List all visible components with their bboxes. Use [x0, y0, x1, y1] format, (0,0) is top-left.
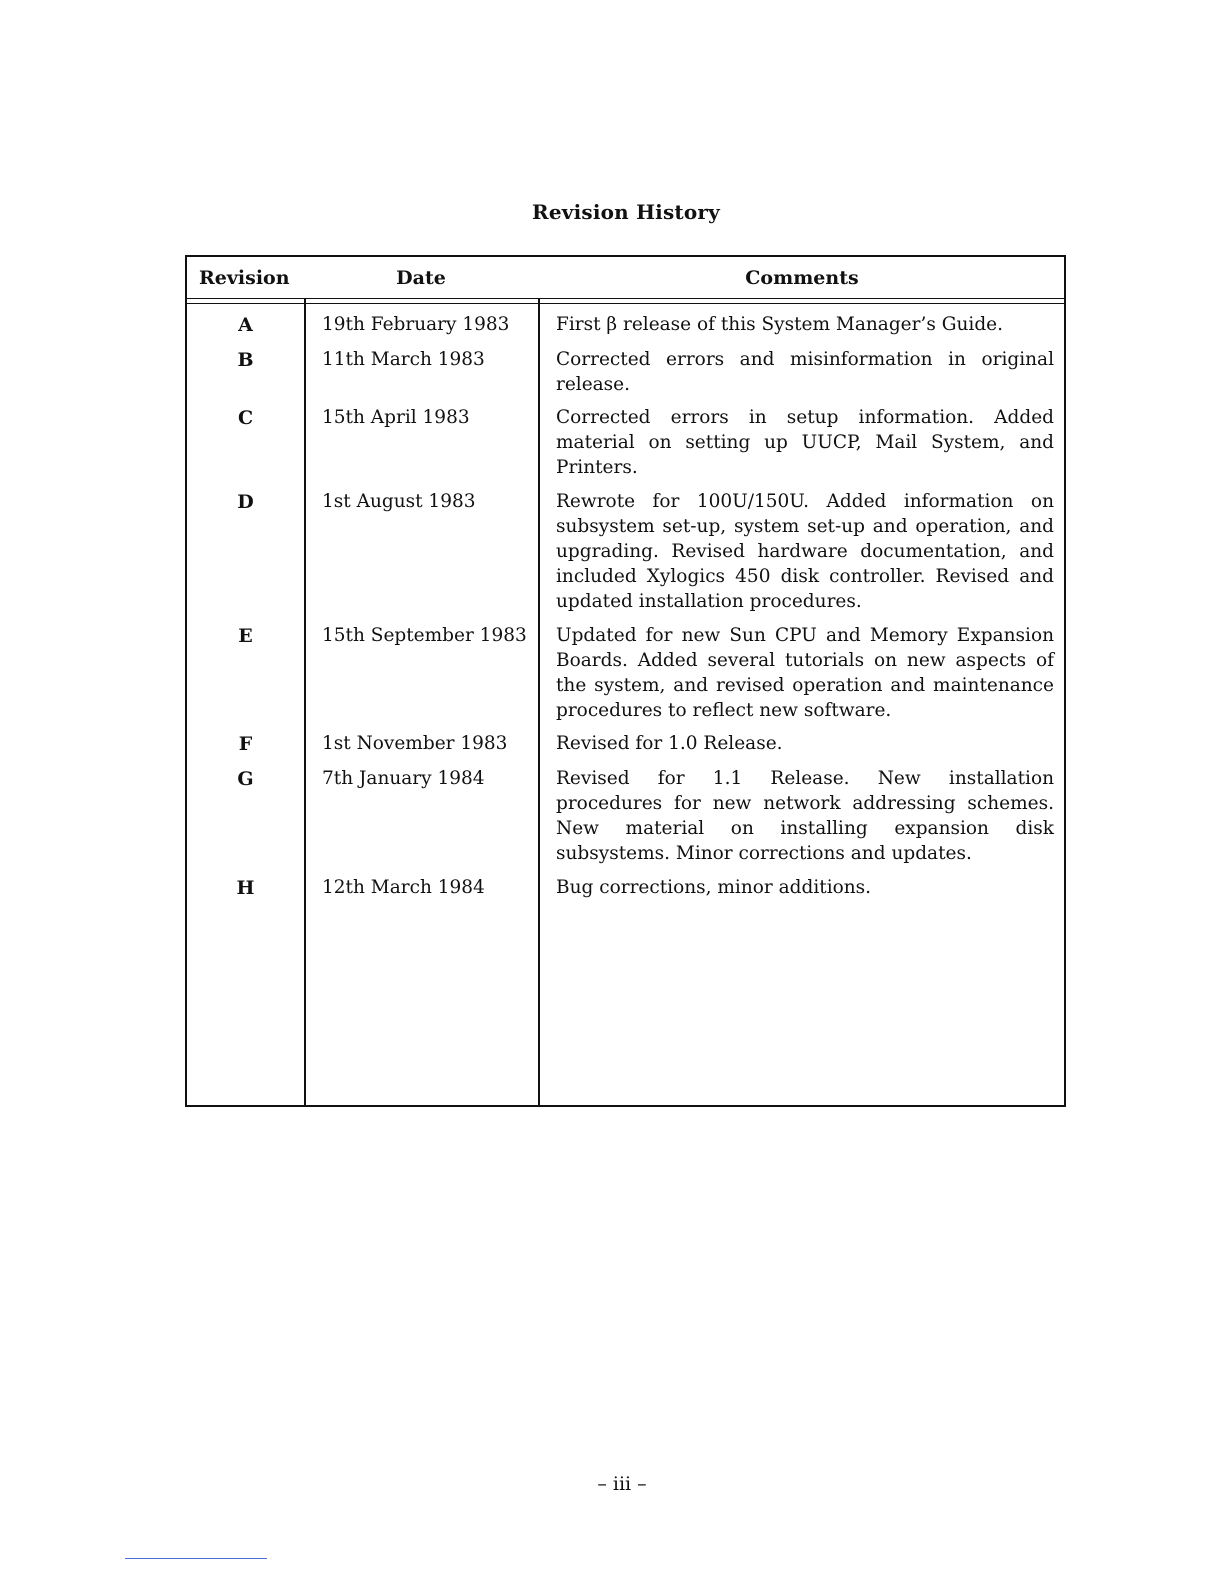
revision-cell: G [237, 767, 254, 790]
table-row [187, 731, 1064, 758]
date-cell: 1st August 1983 [322, 490, 476, 512]
comments-cell: Corrected errors in setup information. Added material on setting up UUCP, Mail System, and Printers. [556, 406, 1054, 479]
header-rule-bottom [187, 303, 1064, 304]
revision-cell: C [237, 406, 254, 429]
header-revision: Revision [199, 267, 290, 289]
revision-cell: H [236, 876, 255, 899]
comments-cell: Revised for 1.1 Release. New installation procedures for new network addressing schemes. New material on installing expansion disk subsystems. Minor corrections and updates. [556, 767, 1054, 865]
comments-cell: First β release of this System Manager’s Guide. [556, 314, 1004, 335]
table-row [187, 489, 1064, 615]
comments-cell: Rewrote for 100U/150U. Added information on subsystem set-up, system set-up and operation, and upgrading. Revised hardware documentation, and included Xylogics 450 disk controller. Revised and updated installation procedures. [556, 490, 1054, 613]
header-date: Date [396, 267, 446, 289]
page-title: Revision History [532, 200, 720, 224]
date-cell: 1st November 1983 [322, 733, 508, 755]
header-rule-top [187, 298, 1064, 299]
table-row [187, 347, 1064, 397]
date-cell: 12th March 1984 [322, 876, 485, 898]
table-body [187, 312, 1064, 909]
date-cell: 11th March 1983 [322, 348, 485, 370]
comments-cell: Corrected errors and misinformation in original release. [556, 348, 1054, 395]
revision-table [185, 255, 1066, 1107]
revision-cell: B [237, 348, 254, 371]
date-cell: 15th September 1983 [322, 624, 527, 646]
table-row [187, 623, 1064, 724]
table-row [187, 312, 1064, 339]
revision-cell: A [238, 314, 253, 336]
page-number: – iii – [597, 1473, 647, 1495]
comments-cell: Revised for 1.0 Release. [556, 733, 783, 755]
table-row [187, 405, 1064, 481]
revision-cell: D [237, 490, 254, 513]
date-cell: 7th January 1984 [322, 767, 485, 789]
revision-cell: F [238, 733, 253, 756]
footer-rule [125, 1558, 267, 1559]
comments-cell: Bug corrections, minor additions. [556, 876, 872, 898]
comments-cell: Updated for new Sun CPU and Memory Expansion Boards. Added several tutorials on new aspects of the system, and revised operation and maintenance procedures to reflect new software. [556, 624, 1054, 722]
date-cell: 19th February 1983 [322, 314, 510, 335]
table-row [187, 766, 1064, 867]
date-cell: 15th April 1983 [322, 406, 470, 428]
revision-cell: E [238, 624, 253, 647]
table-row [187, 875, 1064, 902]
header-comments: Comments [745, 267, 859, 289]
